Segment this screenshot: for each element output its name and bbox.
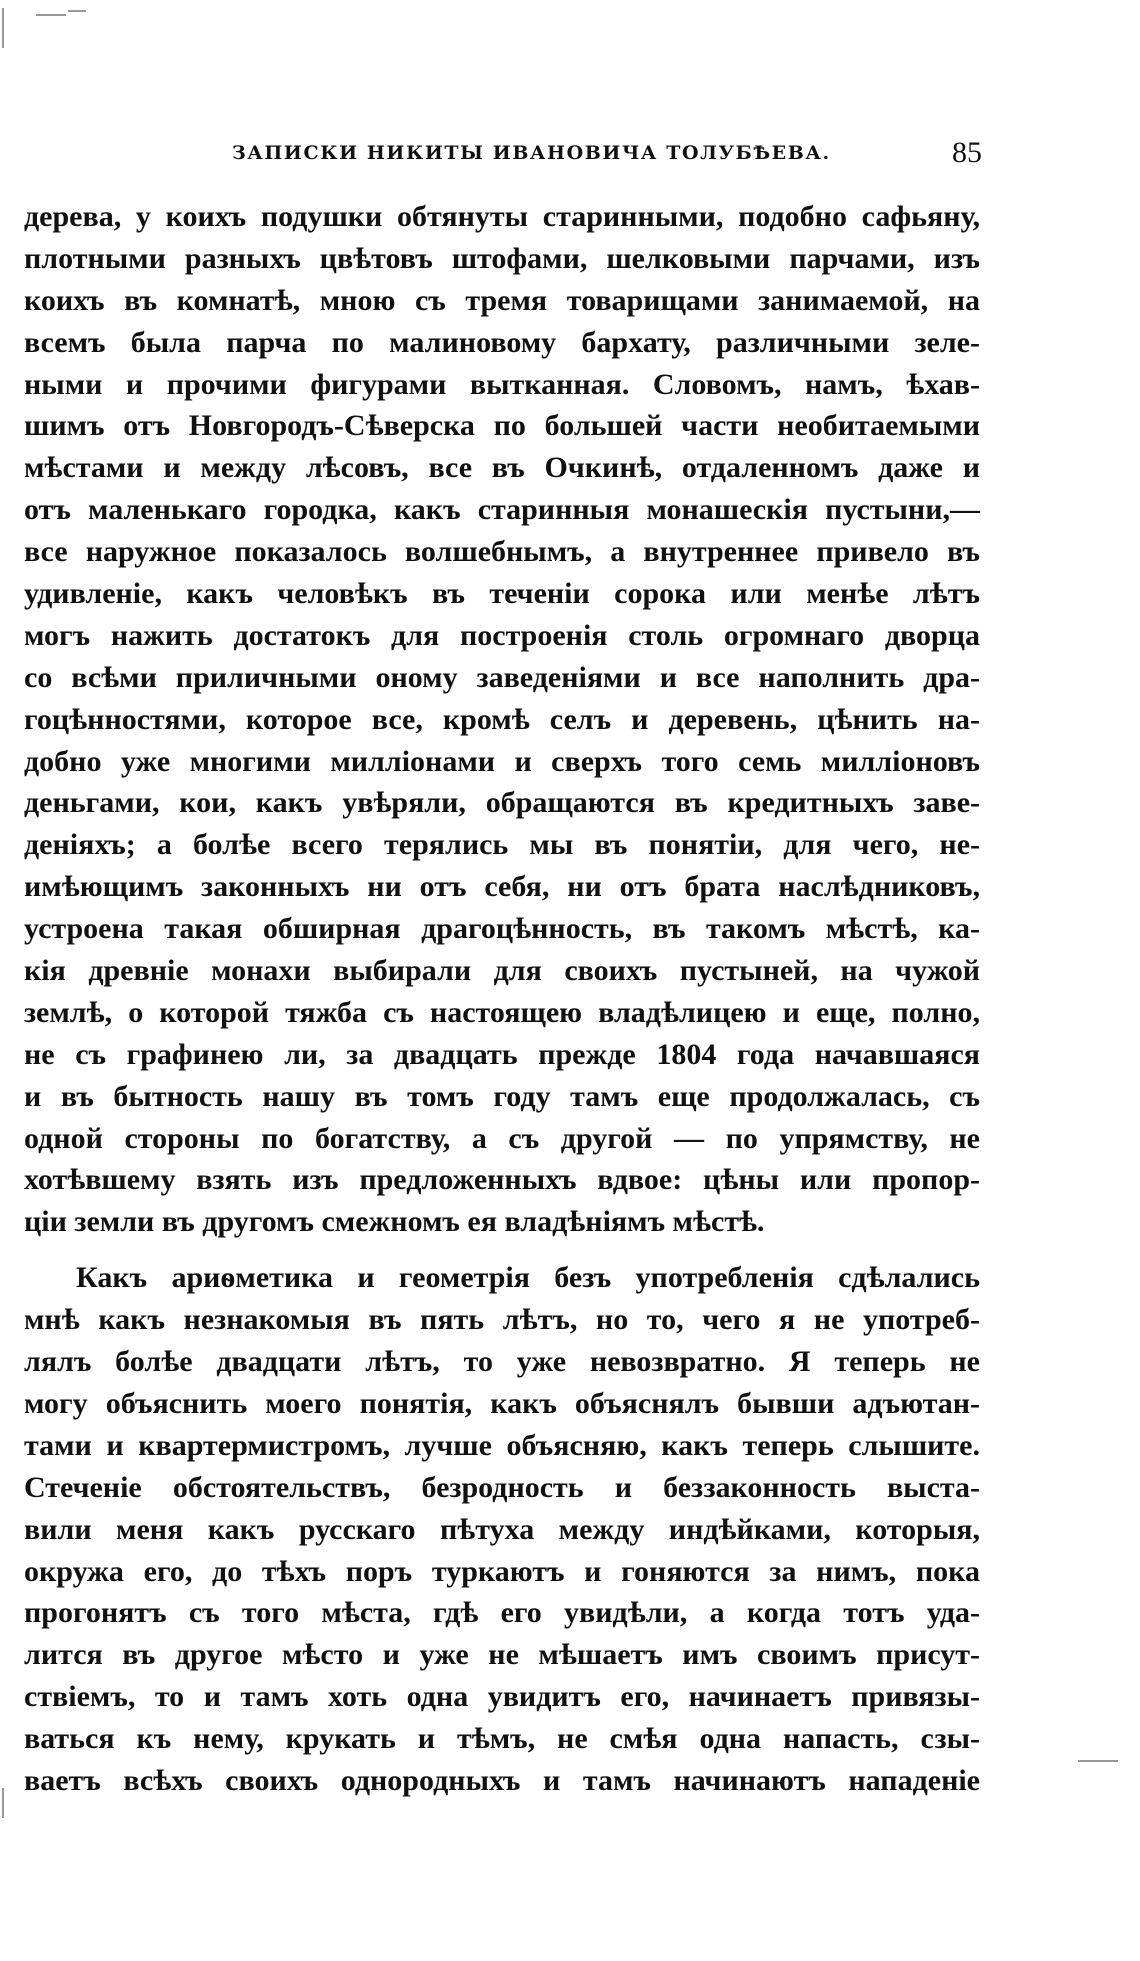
text-line: шимъ отъ Новгородъ-Сѣверска по большей части необитаемыми <box>24 409 980 443</box>
text-line: ными и прочими фигурами вытканная. Словомъ, намъ, ѣхав- <box>24 367 980 401</box>
text-line: мнѣ какъ незнакомыя въ пять лѣтъ, но то, чего я не употреб- <box>24 1303 980 1337</box>
text-line: отъ маленькаго городка, какъ старинныя монашескія пустыни,— <box>24 493 980 527</box>
text-line: лялъ болѣе двадцати лѣтъ, то уже невозвратно. Я теперь не <box>24 1345 980 1379</box>
text-line: деніяхъ; а болѣе всего терялись мы въ понятіи, для чего, не- <box>24 828 980 862</box>
paragraph-2 <box>24 1257 980 1802</box>
text-line: ствіемъ, то и тамъ хоть одна увидитъ его, начинаетъ привязы- <box>24 1680 980 1714</box>
text-line: со всѣми приличными оному заведеніями и все наполнить дра- <box>24 660 980 694</box>
scan-speck <box>68 10 86 12</box>
text-line: ваться къ нему, крукать и тѣмъ, не смѣя одна напасть, сзы- <box>24 1722 980 1756</box>
text-line: коихъ въ комнатѣ, мною съ тремя товарищами занимаемой, на <box>24 283 980 317</box>
text-line: хотѣвшему взять изъ предложенныхъ вдвое: цѣны или пропор- <box>24 1163 980 1197</box>
paragraph-1 <box>24 196 980 1243</box>
text-line: Стеченіе обстоятельствъ, безродность и беззаконность выста- <box>24 1470 980 1504</box>
scan-speck <box>2 8 4 48</box>
text-line: все наружное показалось волшебнымъ, а внутреннее привело въ <box>24 535 980 569</box>
text-line: имѣющимъ законныхъ ни отъ себя, ни отъ брата наслѣдниковъ, <box>24 870 980 904</box>
text-line: устроена такая обширная драгоцѣнность, въ такомъ мѣстѣ, ка- <box>24 912 980 946</box>
scan-speck <box>36 14 66 16</box>
text-line: мѣстами и между лѣсовъ, все въ Очкинѣ, отдаленномъ даже и <box>24 451 980 485</box>
text-line: ціи земли въ другомъ смежномъ ея владѣніямъ мѣстѣ. <box>24 1205 765 1239</box>
text-line: могу объяснить моего понятія, какъ объяснялъ бывши адъютан- <box>24 1386 980 1420</box>
scan-speck <box>2 1788 4 1818</box>
text-line: кія древніе монахи выбирали для своихъ пустыней, на чужой <box>24 954 980 988</box>
text-line: лится въ другое мѣсто и уже не мѣшаетъ имъ своимъ присут- <box>24 1638 980 1672</box>
text-line: могъ нажить достатокъ для построенія столь огромнаго дворца <box>24 618 980 652</box>
text-line: прогонятъ съ того мѣста, гдѣ его увидѣли, а когда тотъ уда- <box>24 1596 980 1630</box>
text-line: вили меня какъ русскаго пѣтуха между индѣйками, которыя, <box>24 1512 980 1546</box>
running-title: ЗАПИСКИ НИКИТЫ ИВАНОВИЧА ТОЛУБѢЕВА. <box>232 142 831 164</box>
text-line: тами и квартермистромъ, лучше объясняю, какъ теперь слышите. <box>24 1428 980 1462</box>
text-line: окружа его, до тѣхъ поръ туркаютъ и гоняются за нимъ, пока <box>24 1554 980 1588</box>
text-line: не съ графинею ли, за двадцать прежде 1804 года начавшаяся <box>24 1037 980 1071</box>
text-line: плотными разныхъ цвѣтовъ штофами, шелковыми парчами, изъ <box>24 241 980 275</box>
scan-speck <box>1078 1760 1118 1762</box>
text-line: деньгами, кои, какъ увѣряли, обращаются въ кредитныхъ заве- <box>24 786 980 820</box>
text-line: добно уже многими милліонами и сверхъ того семь милліоновъ <box>24 744 980 778</box>
text-line: гоцѣнностями, которое все, кромѣ селъ и деревень, цѣнить на- <box>24 702 980 736</box>
text-line: всемъ была парча по малиновому бархату, различными зеле- <box>24 325 980 359</box>
text-line: одной стороны по богатству, а съ другой — по упрямству, не <box>24 1121 980 1155</box>
text-line: ваетъ всѣхъ своихъ однородныхъ и тамъ начинаютъ нападеніе <box>24 1763 980 1797</box>
text-line: землѣ, о которой тяжба съ настоящею владѣлицею и еще, полно, <box>24 995 980 1029</box>
body-text <box>24 196 980 1802</box>
text-line: удивленіе, какъ человѣкъ въ теченіи сорока или менѣе лѣтъ <box>24 577 980 611</box>
page-number: 85 <box>952 136 982 169</box>
text-line: и въ бытность нашу въ томъ году тамъ еще продолжалась, съ <box>24 1079 980 1113</box>
text-line: дерева, у коихъ подушки обтянуты старинными, подобно сафьяну, <box>24 200 980 233</box>
page-header <box>232 136 982 176</box>
paragraph-gap <box>24 1243 980 1257</box>
text-line: Какъ ариѳметика и геометрія безъ употребленія сдѣлались <box>76 1261 980 1295</box>
